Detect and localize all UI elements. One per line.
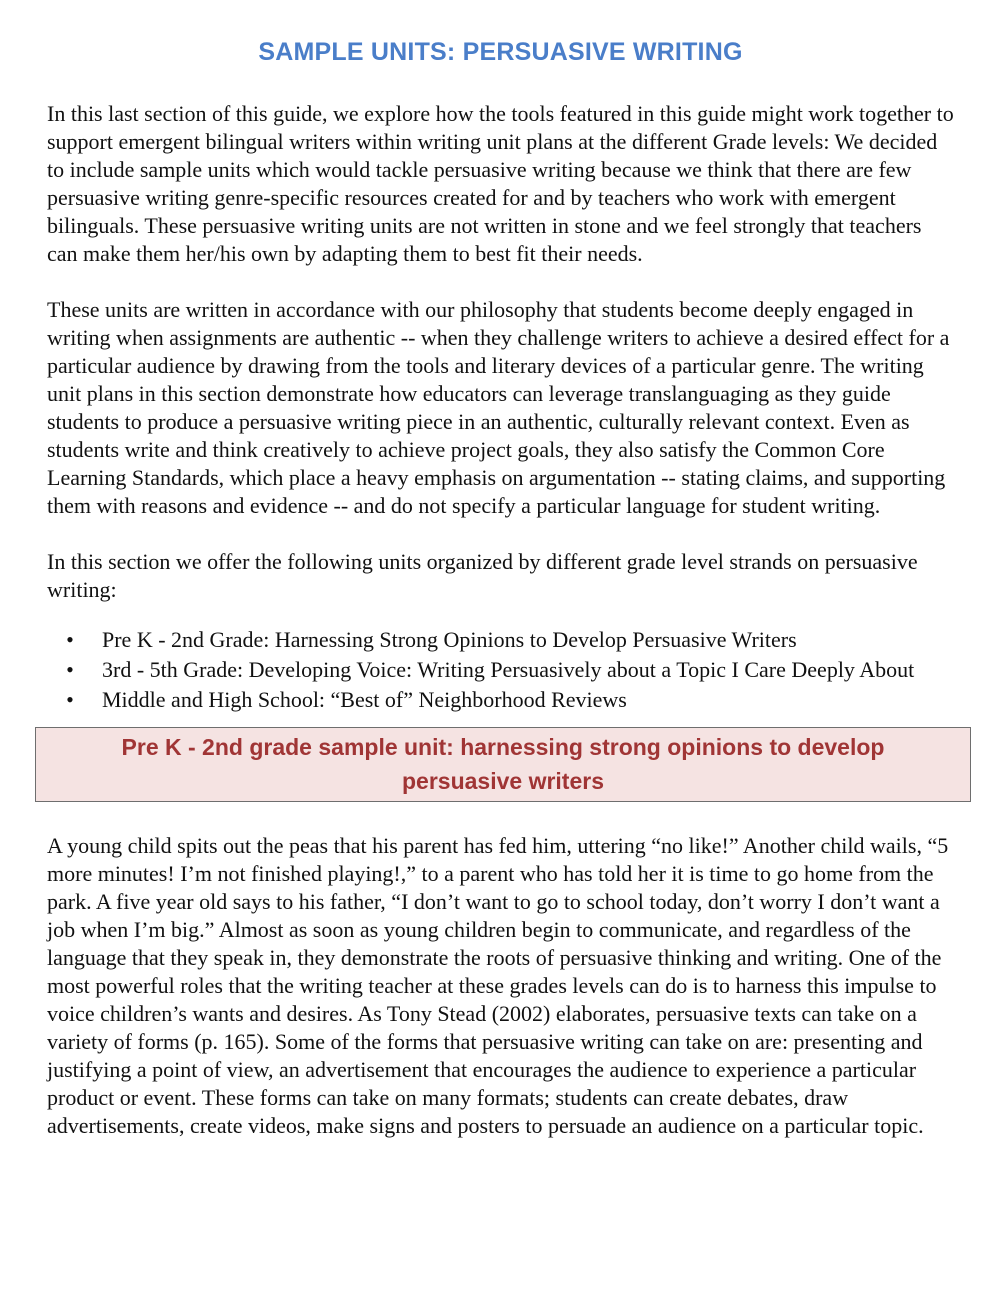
unit-label: Pre K - 2nd Grade: Harnessing Strong Opinions to Develop Persuasive Writers [102, 627, 797, 652]
unit-label: Middle and High School: “Best of” Neighborhood Reviews [102, 687, 627, 712]
units-intro-paragraph: In this section we offer the following units organized by different grade level strands on persuasive writing: [47, 549, 918, 602]
unit-label: 3rd - 5th Grade: Developing Voice: Writing Persuasively about a Topic I Care Deeply About [102, 657, 915, 682]
list-item [47, 686, 954, 714]
section-heading-line-2: persuasive writers [401, 768, 604, 794]
bullet-icon: • [66, 657, 74, 682]
intro-paragraph: In this last section of this guide, we explore how the tools featured in this guide might work together to support emergent bilingual writers within writing unit plans at the different Grade levels: We decided to include sample units which would tackle persuasive writing because we think that there are few persuasive writing genre-specific resources created for and by teachers who work with emergent bilinguals. These persuasive writing units are not written in stone and we feel strongly that teachers can make them her/his own by adapting them to best fit their needs. [47, 101, 954, 266]
philosophy-paragraph: These units are written in accordance with our philosophy that students become deeply engaged in writing when assignments are authentic -- when they challenge writers to achieve a desired effect for a particular audience by drawing from the tools and literary devices of a particular genre. The writing unit plans in this section demonstrate how educators can leverage translanguaging as they guide students to produce a persuasive writing piece in an authentic, culturally relevant context. Even as students write and think creatively to achieve project goals, they also satisfy the Common Core Learning Standards, which place a heavy emphasis on argumentation -- stating claims, and supporting them with reasons and evidence -- and do not specify a particular language for student writing. [47, 297, 950, 518]
section-body-paragraph: A young child spits out the peas that his parent has fed him, uttering “no like!” Another child wails, “5 more minutes! I’m not finished playing!,” to a parent who has told her it is time to go home from the park. A five year old says to his father, “I don’t want to go to school today, don’t worry I don’t want a job when I’m big.” Almost as soon as young children begin to communicate, and regardless of the language that they speak in, they demonstrate the roots of persuasive thinking and writing. One of the most powerful roles that the writing teacher at these grades levels can do is to harness this impulse to voice children’s wants and desires. As Tony Stead (2002) elaborates, persuasive texts can take on a variety of forms (p. 165). Some of the forms that persuasive writing can take on are: presenting and justifying a point of view, an advertisement that encourages the audience to experience a particular product or event. These forms can take on many formats; students can create debates, draw advertisements, create videos, make signs and posters to persuade an audience on a particular topic. [47, 833, 949, 1138]
units-list [47, 626, 954, 714]
bullet-icon: • [66, 627, 74, 652]
page-title: SAMPLE UNITS: PERSUASIVE WRITING [258, 38, 743, 66]
section-heading-banner [35, 727, 971, 802]
list-item [47, 626, 954, 654]
list-item [47, 656, 954, 684]
section-heading-line-1: Pre K - 2nd grade sample unit: harnessing strong opinions to develop [121, 734, 885, 760]
bullet-icon: • [66, 687, 74, 712]
